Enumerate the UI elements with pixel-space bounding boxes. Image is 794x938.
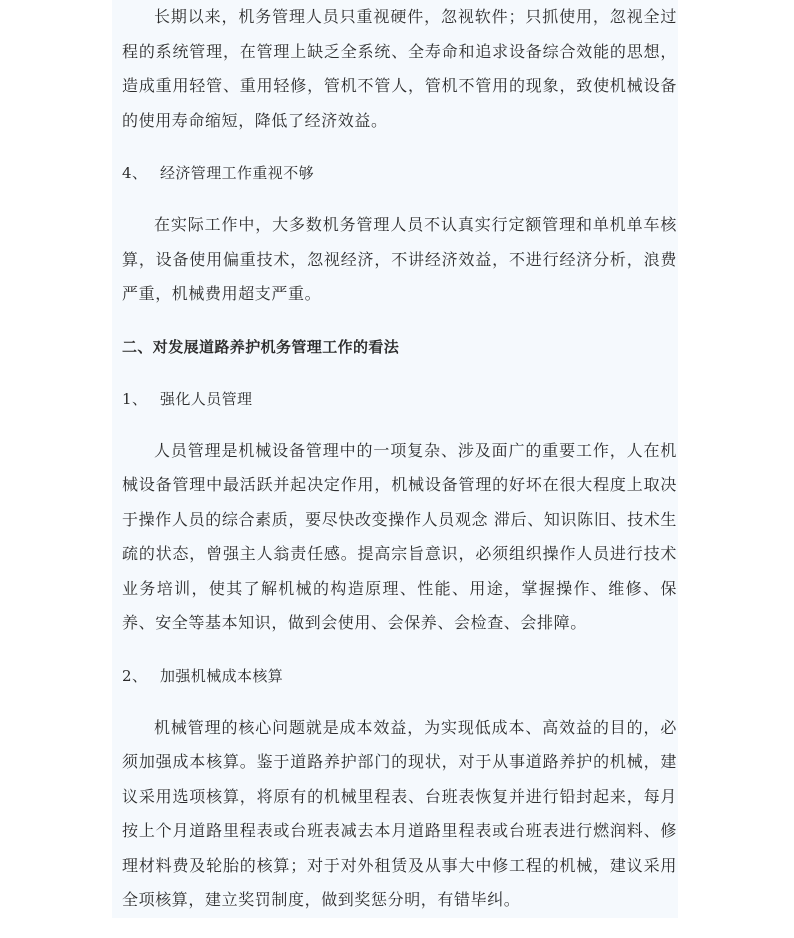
spacer xyxy=(122,416,677,434)
paragraph-hardware-software: 长期以来，机务管理人员只重视硬件，忽视软件；只抓使用，忽视全过程的系统管理，在管理上缺乏全系统、全寿命和追求设备综合效能的思想，造成重用轻管、重用轻修，管机不管人，管机不管用的现象，致使机械设备的使用寿命缩短，降低了经济效益。 xyxy=(122,7,677,130)
spacer xyxy=(122,364,677,382)
list-item-4 xyxy=(122,156,677,190)
list-number: 4、 xyxy=(122,164,148,182)
list-number: 1、 xyxy=(122,389,148,408)
spacer xyxy=(122,641,677,659)
list-title: 强化人员管理 xyxy=(160,389,253,408)
paragraph-economic-management: 在实际工作中，大多数机务管理人员不认真实行定额管理和单机单车核算，设备使用偏重技术，忽视经济，不讲经济效益，不进行经济分析，浪费严重，机械费用超支严重。 xyxy=(122,215,677,303)
paragraph-cost-accounting: 机械管理的核心问题就是成本效益，为实现低成本、高效益的目的，必须加强成本核算。鉴于道路养护部门的现状，对于从事道路养护的机械，建议采用选项核算，将原有的机械里程表、台班表恢复并进行铅封起来，每月按上个月道路里程表或台班表减去本月道路里程表或台班表进行燃润料、修理材料费及轮胎的核算；对于对外租赁及从事大中修工程的机械，建议采用全项核算，建立奖罚制度，做到奖惩分明，有错毕纠。 xyxy=(122,717,677,909)
list-title: 加强机械成本核算 xyxy=(160,666,284,685)
section-heading: 二、对发展道路养护机务管理工作的看法 xyxy=(122,337,400,356)
document-body xyxy=(122,0,677,918)
list-item-1 xyxy=(122,382,677,416)
spacer xyxy=(122,190,677,208)
paragraph-personnel-management: 人员管理是机械设备管理中的一项复杂、涉及面广的重要工作，人在机械设备管理中最活跃并起决定作用，机械设备管理的好坏在很大程度上取决于操作人员的综合素质，要尽快改变操作人员观念 滞后、知识陈旧、技术生疏的状态，曾强主人翁责任感。提高宗旨意识，必须组织操作人员进行技术业务培训，使其了解机械的构造原理、性能、用途，掌握操作、维修、保养、安全等基本知识，做到会使用、会保养、会检查、会排障。 xyxy=(122,440,677,632)
list-number: 2、 xyxy=(122,666,148,685)
spacer xyxy=(122,138,677,156)
spacer xyxy=(122,693,677,711)
list-item-2 xyxy=(122,659,677,693)
list-title: 经济管理工作重视不够 xyxy=(160,164,315,182)
spacer xyxy=(122,312,677,330)
